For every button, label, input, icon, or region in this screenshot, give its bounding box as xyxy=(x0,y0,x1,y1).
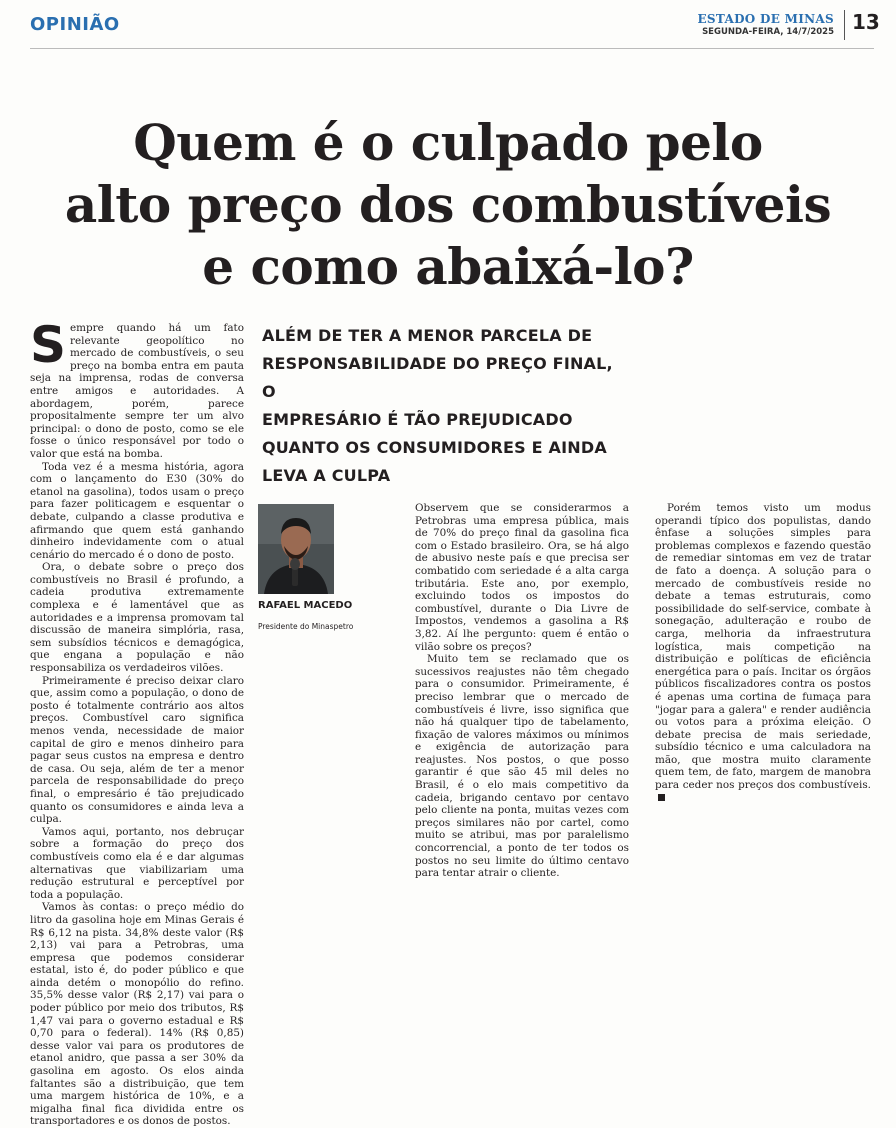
drop-cap: S xyxy=(30,316,67,374)
pull-quote-line: RESPONSABILIDADE DO PREÇO FINAL, O xyxy=(262,354,613,401)
article-column-3 xyxy=(655,502,871,804)
section-label: OPINIÃO xyxy=(30,14,120,35)
header-rule xyxy=(30,48,874,49)
pull-quote-line: EMPRESÁRIO É TÃO PREJUDICADO xyxy=(262,410,573,429)
article-paragraph: Vamos às contas: o preço médio do litro da gasolina hoje em Minas Gerais é R$ 6,12 na pista. 34,8% deste valor (R$ 2,13) vai para a Petrobras, uma empresa que podemos considerar estatal, isto é, do poder público e que ainda detém o monopólio do refino. 35,5% desse valor (R$ 2,17) vai para o poder público por meio dos tributos, R$ 1,47 vai para o governo estadual e R$ 0,70 para o federal). 14% (R$ 0,85) desse valor vai para os produtores de etanol anidro, que passa a ser 30% da gasolina em agosto. Os elos ainda faltantes são a distribuição, que tem uma margem histórica de 10%, e a migalha final fica dividida entre os transportadores e os donos de postos. xyxy=(30,901,244,1128)
headline-line: alto preço dos combustíveis xyxy=(64,175,832,234)
end-mark-icon xyxy=(658,794,665,801)
headline xyxy=(40,112,856,298)
issue-date: SEGUNDA-FEIRA, 14/7/2025 xyxy=(702,27,834,37)
masthead xyxy=(697,12,834,37)
pull-quote-line: QUANTO OS CONSUMIDORES E AINDA xyxy=(262,438,607,457)
article-paragraph xyxy=(30,316,244,461)
newspaper-brand: ESTADO DE MINAS xyxy=(697,12,834,26)
paragraph-text: Porém temos visto um modus operandi típico dos populistas, dando ênfase a soluções simples para problemas complexos e fazendo questão de remediar sintomas em vez de tratar de fato a doença. A solução para o mercado de combustíveis reside no debate a temas estruturais, como possibilidade do self-service, combate à sonegação, adulteração e roubo de carga, melhoria da infraestrutura logística, mais competição na distribuição e políticas de eficiência energética para o país. Incitar os órgãos públicos fiscalizadores contra os postos é apenas uma cortina de fumaça para "jogar para a galera" e render audiência ou votos para a próxima eleição. O debate precisa de mais seriedade, subsídio técnico e uma calculadora na mão, que mostra muito claramente quem tem, de fato, margem de manobra para ceder nos preços dos combustíveis. xyxy=(655,502,871,792)
author-portrait-icon xyxy=(258,504,334,594)
pull-quote-line: ALÉM DE TER A MENOR PARCELA DE xyxy=(262,326,593,345)
author-name: RAFAEL MACEDO xyxy=(258,600,353,611)
article-column-1 xyxy=(30,316,244,1128)
author-photo xyxy=(258,504,334,594)
article-paragraph: Toda vez é a mesma história, agora com o lançamento do E30 (30% do etanol na gasolina), todos usam o preço para fazer politicagem e esquentar o debate, culpando a classe produtiva e afirmando que quem está ganhando dinheiro indevidamente com o atual cenário do mercado é o dono de posto. xyxy=(30,460,244,561)
page-number: 13 xyxy=(852,10,880,34)
headline-line: e como abaixá-lo? xyxy=(202,237,694,296)
paragraph-text: empre quando há um fato relevante geopolítico no mercado de combustíveis, o seu preço na bomba entra em pauta seja na imprensa, rodas de conversa entre amigos e autoridades. A abordagem, porém, parece propositalmente sempre ter um alvo principal: o dono de posto, como se ele fosse o único responsável por todo o valor que está na bomba. xyxy=(30,322,244,460)
article-paragraph: Muito tem se reclamado que os sucessivos reajustes não têm chegado para o consumidor. Primeiramente, é preciso lembrar que o mercado de combustíveis é livre, isso significa que não há qualquer tipo de tabelamento, fixação de valores máximos ou mínimos e exigência de autorização para reajustes. Nos postos, o que posso garantir é que são 45 mil deles no Brasil, é o elo mais competitivo da cadeia, brigando centavo por centavo pelo cliente na ponta, muitas vezes com preços similares não por cartel, como muito se atribui, mas por paralelismo concorrencial, a ponto de ter todos os postos no seu limite do último centavo para tentar atrair o cliente. xyxy=(415,653,629,880)
article-paragraph: Ora, o debate sobre o preço dos combustíveis no Brasil é profundo, a cadeia produtiva extremamente complexa e é lamentável que as autoridades e a imprensa promovam tal discussão de maneira simplória, rasa, sem subsídios técnicos e demagógica, que engana a população e não responsabiliza os verdadeiros vilões. xyxy=(30,561,244,675)
pull-quote xyxy=(262,322,624,490)
pull-quote-line: LEVA A CULPA xyxy=(262,466,391,485)
article-paragraph: Primeiramente é preciso deixar claro que, assim como a população, o dono de posto é totalmente contrário aos altos preços. Combustível caro significa menos venda, necessidade de maior capital de giro e menos dinheiro para pagar seus custos na empresa e dentro de casa. Ou seja, além de ter a menor parcela de responsabilidade do preço final, o empresário é tão prejudicado quanto os consumidores e ainda leva a culpa. xyxy=(30,674,244,826)
article-column-2 xyxy=(415,502,629,880)
article-paragraph xyxy=(655,502,871,804)
masthead-divider xyxy=(844,10,845,40)
headline-line: Quem é o culpado pelo xyxy=(133,113,763,172)
article-paragraph: Vamos aqui, portanto, nos debruçar sobre a formação do preço dos combustíveis como ela é e dar algumas alternativas que viabilizariam uma redução estrutural e perceptível por toda a população. xyxy=(30,825,244,901)
author-role: Presidente do Minaspetro xyxy=(258,622,354,631)
article-paragraph: Observem que se considerarmos a Petrobras uma empresa pública, mais de 70% do preço final da gasolina fica com o Estado brasileiro. Ora, se há algo de abusivo neste país e que precisa ser combatido com seriedade é a alta carga tributária. Este ano, por exemplo, excluindo todos os impostos do combustível, durante o Dia Livre de Impostos, vendemos a gasolina a R$ 3,82. Aí lhe pergunto: quem é então o vilão sobre os preços? xyxy=(415,502,629,653)
